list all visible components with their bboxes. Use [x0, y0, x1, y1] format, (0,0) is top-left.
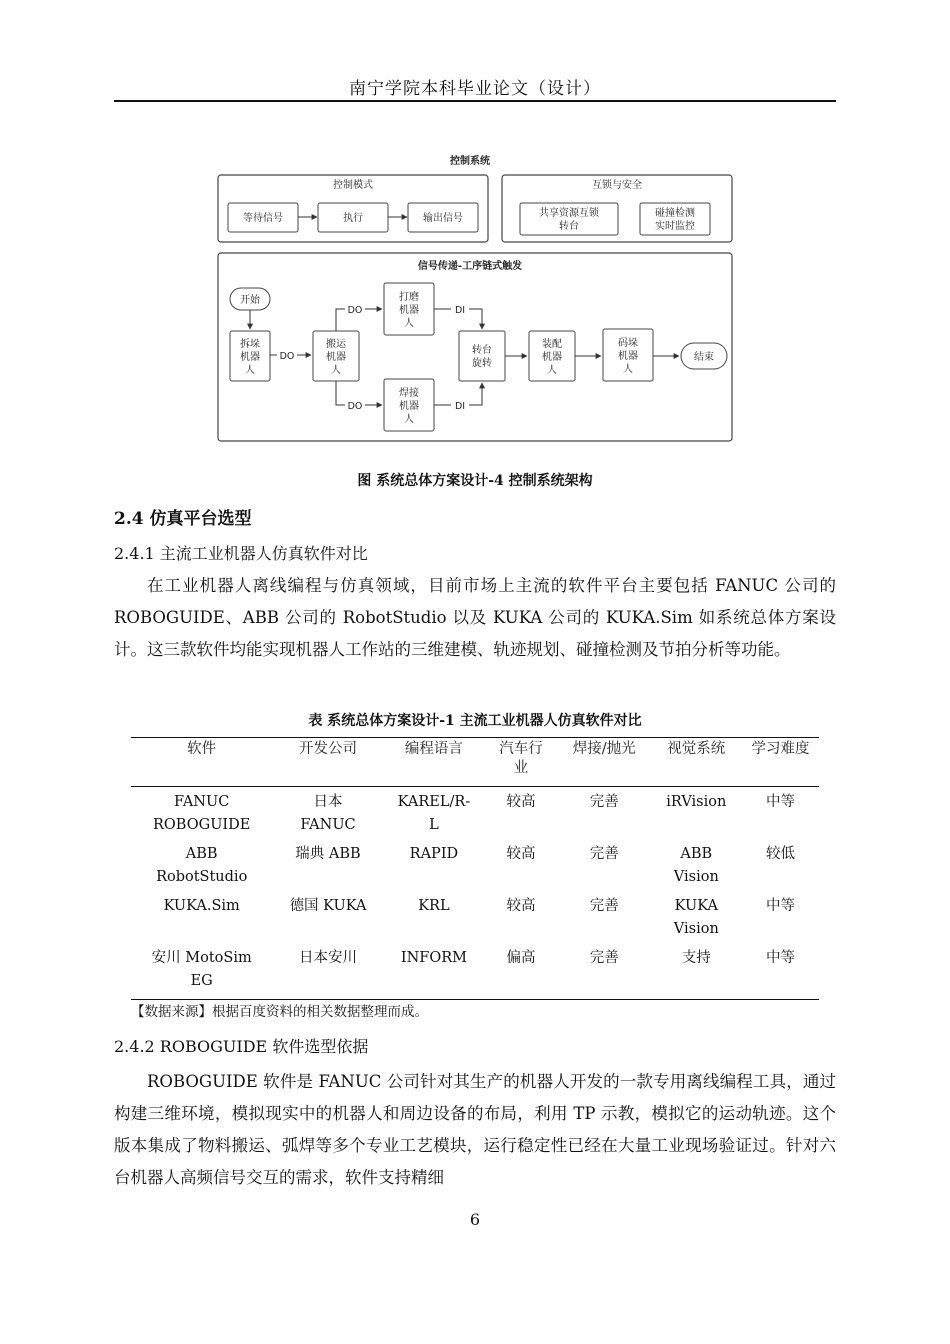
paragraph-2-text: ROBOGUIDE 软件是 FANUC 公司针对其生产的机器人开发的一款专用离线编程工具，通过构建三维环境，模拟现实中的机器人和周边设备的布局，利用 TP 示教，模拟它的运动轨迹。这个版本集成了物料搬运、弧焊等多个专业工艺模块，运行稳定性已经在大量工业现场验证过。针对六台机器人高频信号交互的需求，软件支持精细: [114, 1072, 836, 1187]
table-header-cell: 编程语言: [384, 738, 485, 787]
robot1-l2: 机器: [240, 352, 260, 363]
table-cell: KUKA.Sim: [163, 898, 240, 914]
robot3-l3: 人: [404, 318, 414, 329]
signal-chain-title: 信号传递-工序链式触发: [417, 261, 523, 272]
shared-resource-line1: 共享资源互锁: [539, 208, 599, 219]
figure-caption: 图 系统总体方案设计-4 控制系统架构: [357, 473, 593, 489]
shared-resource-line2: 转台: [559, 221, 579, 232]
table-header-cell: 汽车行业: [484, 738, 558, 787]
robot6-l2: 机器: [618, 351, 638, 362]
table-cell: 完善: [589, 898, 619, 914]
table-cell: ABB Vision: [673, 846, 719, 885]
robot1-l1: 拆垛: [240, 339, 260, 350]
table-header-cell: 焊接/抛光: [558, 738, 651, 787]
table-cell: 中等: [766, 898, 796, 914]
table-cell: KRL: [418, 898, 450, 914]
end-label: 结束: [694, 352, 714, 363]
turntable-box: [459, 331, 505, 381]
robot4-l2: 机器: [399, 401, 419, 412]
do-label-2: DO: [347, 305, 363, 316]
paragraph-1: [114, 570, 836, 666]
table-row: [131, 891, 819, 943]
paragraph-1-text: 在工业机器人离线编程与仿真领域，目前市场上主流的软件平台主要包括 FANUC 公司的 ROBOGUIDE、ABB 公司的 RobotStudio 以及 KUKA 公司的 KUKA.Sim 如系统总体方案设计。这三款软件均能实现机器人工作站的三维建模、轨迹规划、碰撞检测及节拍分析等功能。: [114, 576, 836, 659]
robot4-l1: 焊接: [399, 388, 419, 399]
robot2-l3: 人: [331, 365, 341, 376]
table-header-cell: 学习难度: [742, 738, 819, 787]
table-cell: 较低: [766, 846, 796, 862]
table-row: [131, 839, 819, 891]
header-title: 南宁学院本科毕业论文（设计）: [349, 79, 601, 99]
table-header-cell: 开发公司: [272, 738, 383, 787]
di-label-2: DI: [454, 401, 466, 412]
table-cell: INFORM: [384, 943, 485, 1000]
section-heading: 2.4 仿真平台选型: [114, 509, 252, 529]
table-cell: 较高: [506, 846, 536, 862]
table-cell: 完善: [589, 846, 619, 862]
table-cell: 支持: [651, 943, 742, 1000]
header-rule: [114, 100, 836, 102]
table-cell: FANUC ROBOGUIDE: [153, 794, 251, 833]
robot6-l1: 码垛: [618, 338, 638, 349]
do-label-3: DO: [347, 401, 363, 412]
di-label-1: DI: [454, 305, 466, 316]
table-cell: KUKA Vision: [673, 898, 719, 937]
interlock-title: 互锁与安全: [592, 180, 642, 191]
robot2-l2: 机器: [326, 352, 346, 363]
table-cell: ABB RobotStudio: [156, 846, 248, 885]
wait-signal-label: 等待信号: [243, 213, 283, 224]
comparison-table: [131, 737, 819, 1000]
table-cell: 完善: [558, 943, 651, 1000]
table-caption: 表 系统总体方案设计-1 主流工业机器人仿真软件对比: [308, 713, 642, 729]
robot1-l3: 人: [245, 365, 255, 376]
table-row: [131, 787, 819, 840]
subsection-heading-1: 2.4.1 主流工业机器人仿真软件对比: [114, 544, 368, 563]
table-header-row: [131, 738, 819, 787]
robot5-l2: 机器: [542, 352, 562, 363]
robot5-l1: 装配: [542, 339, 562, 350]
table-cell: 瑞典 ABB: [295, 846, 361, 862]
table-cell: 德国 KUKA: [289, 898, 367, 914]
paragraph-2: [114, 1066, 836, 1194]
table-cell: 中等: [742, 943, 819, 1000]
table-cell: 偏高: [484, 943, 558, 1000]
turntable-l2: 旋转: [472, 358, 492, 369]
table-cell: 日本安川: [272, 943, 383, 1000]
table-cell: 中等: [766, 794, 796, 810]
execute-label: 执行: [343, 213, 363, 224]
robot3-l2: 机器: [399, 305, 419, 316]
table-cell: KAREL/R-L: [397, 794, 471, 833]
start-label: 开始: [240, 295, 260, 306]
control-mode-title: 控制模式: [333, 180, 373, 191]
do-label-1: DO: [279, 351, 295, 362]
table-cell: 较高: [506, 898, 536, 914]
diagram-title: 控制系统: [450, 156, 490, 167]
output-signal-label: 输出信号: [423, 213, 463, 224]
robot6-l3: 人: [623, 364, 633, 375]
table-header-cell: 软件: [131, 738, 272, 787]
collision-line2: 实时监控: [655, 221, 695, 232]
table-header-cell: 视觉系统: [651, 738, 742, 787]
table-cell: iRVision: [666, 794, 727, 810]
robot2-l1: 搬运: [326, 339, 346, 350]
turntable-l1: 转台: [472, 345, 492, 356]
table-cell: RAPID: [409, 846, 459, 862]
control-system-diagram: [214, 148, 736, 446]
robot3-l1: 打磨: [399, 292, 419, 303]
subsection-heading-2: 2.4.2 ROBOGUIDE 软件选型依据: [114, 1037, 369, 1056]
table-cell: 安川 MotoSim EG: [131, 943, 272, 1000]
table-row: [131, 943, 819, 1000]
page-number: 6: [469, 1210, 481, 1229]
robot5-l3: 人: [547, 365, 557, 376]
data-source-note: 【数据来源】根据百度资料的相关数据整理而成。: [131, 1004, 428, 1020]
table-cell: 较高: [506, 794, 536, 810]
table-cell: 完善: [589, 794, 619, 810]
robot4-l3: 人: [404, 414, 414, 425]
collision-line1: 碰撞检测: [655, 208, 695, 219]
table-cell: 日本 FANUC: [300, 794, 356, 833]
